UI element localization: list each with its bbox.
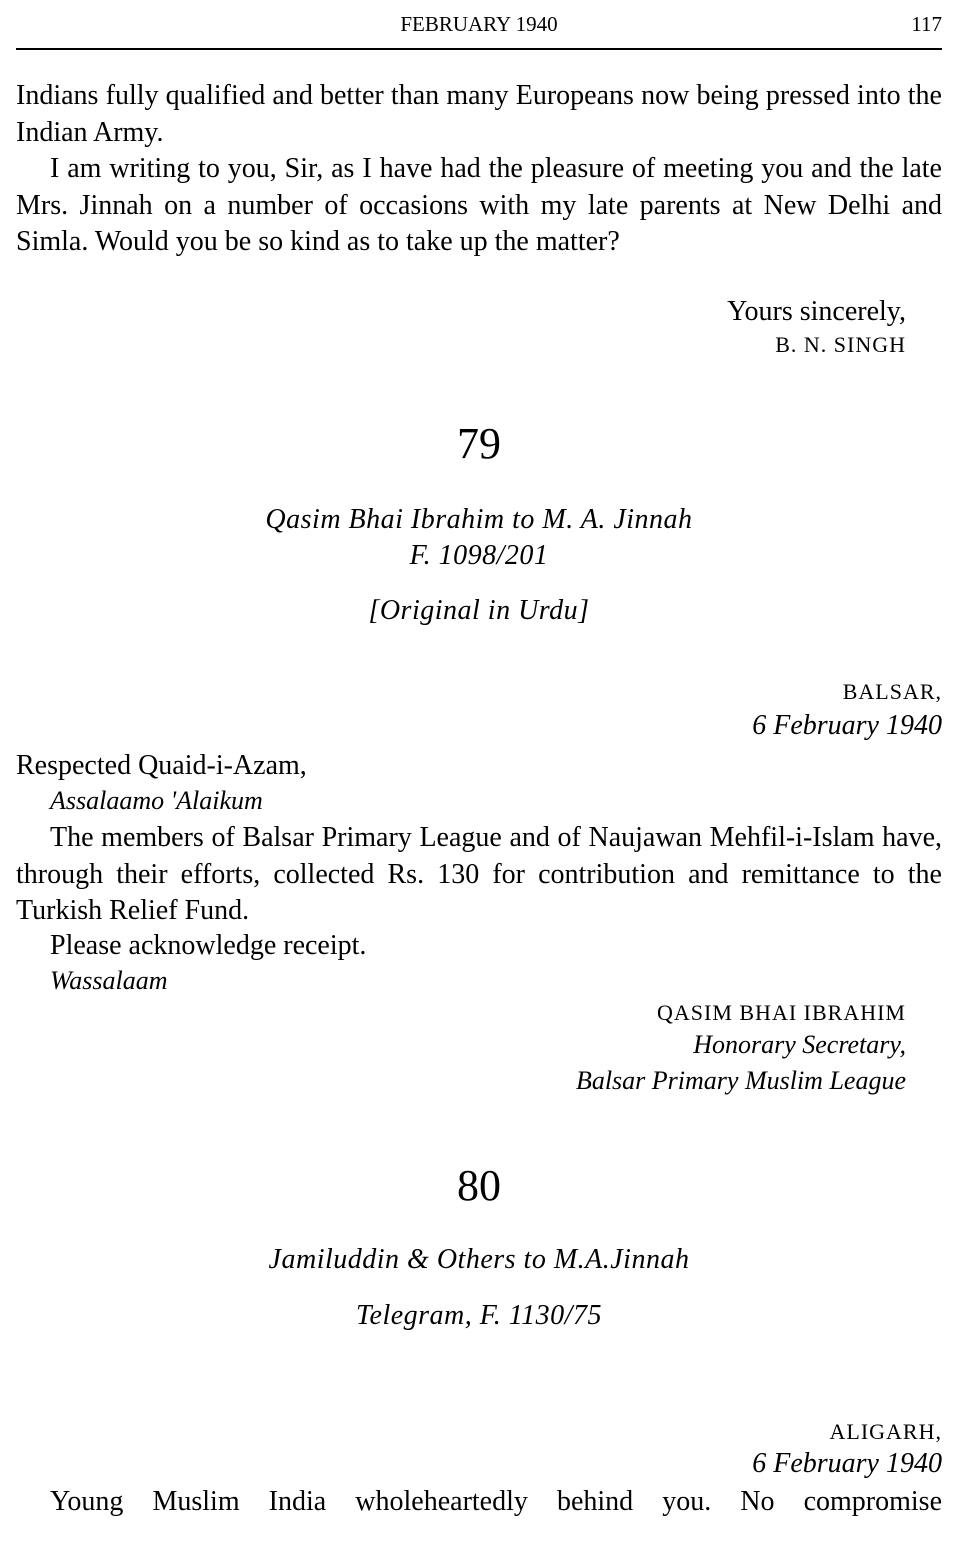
letter79-title: Qasim Bhai Ibrahim to M. A. Jinnah <box>265 504 693 535</box>
letter79-sender-org: Balsar Primary Muslim League <box>575 1066 906 1095</box>
letter78-paragraph-2: I am writing to you, Sir, as I have had the pleasure of meeting you and the late Mrs. Jinnah on a number of occasions with my late parents at New Delhi and Simla. Would you be so kind as to take up the matter? <box>16 153 942 257</box>
letter79-body: The members of Balsar Primary League and of Naujawan Mehfil-i-Islam have, through their efforts, collected Rs. 130 for contribution and remittance to the Turkish Relief Fund. <box>16 822 942 926</box>
page-number: 117 <box>911 12 942 36</box>
letter79-greeting: Assalaamo 'Alaikum <box>50 786 263 815</box>
header-rule <box>16 48 942 50</box>
letter80-body: Young Muslim India wholeheartedly behind you. No compromise <box>50 1486 942 1517</box>
letter80-title: Jamiluddin & Others to M.A.Jinnah <box>268 1244 690 1275</box>
letter79-salutation: Respected Quaid-i-Azam, <box>16 750 307 781</box>
letter80-place: ALIGARH, <box>829 1419 942 1444</box>
letter80-date: 6 February 1940 <box>752 1448 942 1479</box>
letter78-signature: B. N. SINGH <box>775 332 906 357</box>
letter79-sender-title: Honorary Secretary, <box>693 1030 906 1059</box>
letter79-number: 79 <box>457 419 501 468</box>
letter79-file-ref: F. 1098/201 <box>409 540 549 571</box>
letter80-number: 80 <box>457 1161 501 1210</box>
letter79-request: Please acknowledge receipt. <box>50 930 367 961</box>
letter80-file-ref: Telegram, F. 1130/75 <box>356 1300 602 1331</box>
letter78-closing: Yours sincerely, <box>727 296 906 327</box>
letter79-date: 6 February 1940 <box>752 710 942 741</box>
letter79-sender: QASIM BHAI IBRAHIM <box>656 1000 906 1025</box>
letter79-farewell: Wassalaam <box>50 966 168 995</box>
running-header <box>16 8 942 40</box>
letter79-place: BALSAR, <box>842 679 942 704</box>
letter78-paragraph-1: Indians fully qualified and better than many Europeans now being pressed into the Indian Army. <box>16 80 942 148</box>
header-title: FEBRUARY 1940 <box>400 12 558 36</box>
letter79-note: [Original in Urdu] <box>368 595 590 626</box>
